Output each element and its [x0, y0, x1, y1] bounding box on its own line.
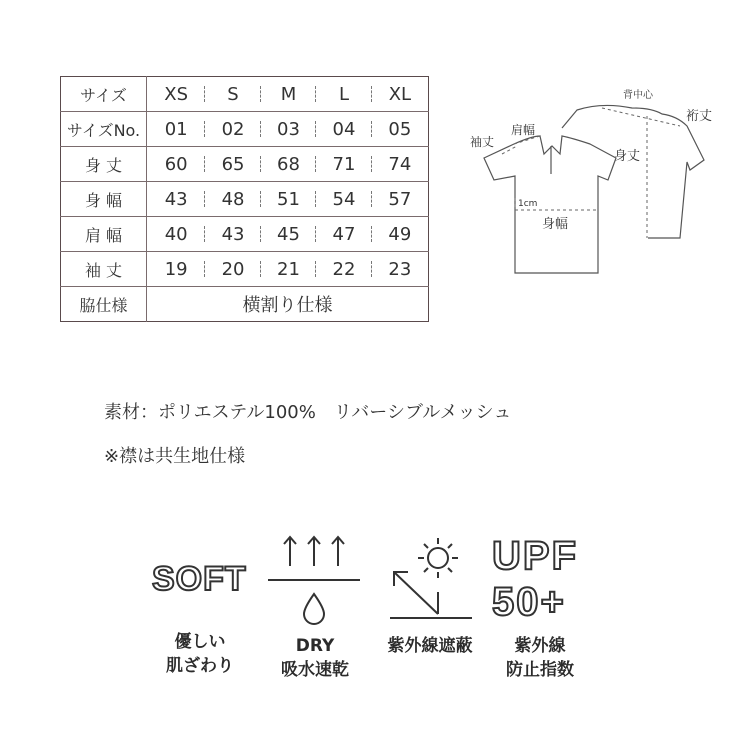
table-cell: 43: [205, 217, 260, 252]
table-row: [61, 252, 429, 287]
table-cell: 60: [147, 147, 206, 182]
table-cell: 51: [261, 182, 316, 217]
side-spec-value: 横割り仕様: [242, 295, 333, 316]
front-shirt-outline: [484, 136, 616, 273]
row-label: 袖 丈: [61, 252, 147, 287]
size-cell: XS: [147, 77, 206, 112]
size-cell: M: [261, 77, 316, 112]
feature-line1: 優しい: [174, 632, 226, 652]
table-cell: 57: [372, 182, 429, 217]
table-cell: 04: [316, 112, 371, 147]
table-cell: 49: [372, 217, 429, 252]
table-cell: 48: [205, 182, 260, 217]
soft-text-icon: SOFT: [152, 560, 247, 598]
measurement-diagram: [462, 78, 732, 288]
table-cell: 22: [316, 252, 371, 287]
table-cell: 20: [205, 252, 260, 287]
row-label: 肩 幅: [61, 217, 147, 252]
table-cell: 54: [316, 182, 371, 217]
feature-upf: [490, 634, 590, 682]
label-body-length: 身丈: [614, 149, 641, 164]
row-label: 身 丈: [61, 147, 147, 182]
table-row: [61, 112, 429, 147]
table-cell: 43: [147, 182, 206, 217]
sun-block-icon: [382, 532, 478, 628]
table-cell: 23: [372, 252, 429, 287]
size-cell: S: [205, 77, 260, 112]
table-cell: 47: [316, 217, 371, 252]
table-cell: 03: [261, 112, 316, 147]
table-cell: 45: [261, 217, 316, 252]
feature-line1: 紫外線遮蔽: [387, 636, 473, 656]
upf-value-text: 50+: [492, 580, 566, 624]
label-sleeve-length-back: 裄丈: [686, 109, 713, 124]
size-cell: XL: [372, 77, 429, 112]
feature-dry: [265, 634, 365, 682]
row-label: サイズ: [61, 77, 147, 112]
row-label: サイズNo.: [61, 112, 147, 147]
table-cell: 21: [261, 252, 316, 287]
label-offset: 1cm: [518, 199, 538, 209]
row-label: 身 幅: [61, 182, 147, 217]
size-table: [60, 76, 429, 322]
feature-soft: [150, 630, 250, 678]
feature-line1: 紫外線: [514, 636, 566, 656]
feature-uv-shield: [372, 634, 488, 658]
collar-note: ※襟は共生地仕様: [104, 446, 246, 467]
upf-icon: UPF: [492, 534, 578, 578]
table-cell: 02: [205, 112, 260, 147]
row-label: 脇仕様: [61, 287, 147, 322]
table-cell: 71: [316, 147, 371, 182]
label-back-center: 背中心: [623, 90, 653, 101]
label-body-width: 身幅: [542, 217, 569, 232]
table-row: [61, 182, 429, 217]
table-cell: 19: [147, 252, 206, 287]
table-cell: 40: [147, 217, 206, 252]
label-shoulder-width: 肩幅: [511, 123, 536, 137]
side-spec-row: [61, 287, 429, 322]
size-header-row: [61, 77, 429, 112]
material-text: 素材：ポリエステル100% リバーシブルメッシュ: [104, 402, 512, 423]
table-cell: 01: [147, 112, 206, 147]
table-cell: 74: [372, 147, 429, 182]
table-cell: 65: [205, 147, 260, 182]
table-cell: 68: [261, 147, 316, 182]
dry-drop-icon: [266, 532, 362, 628]
table-row: [61, 217, 429, 252]
table-row: [61, 147, 429, 182]
feature-line2: 防止指数: [506, 660, 574, 680]
size-cell: L: [316, 77, 371, 112]
feature-line2: 肌ざわり: [166, 656, 234, 676]
feature-line2: 吸水速乾: [281, 660, 349, 680]
table-cell: 05: [372, 112, 429, 147]
feature-line1: DRY: [295, 636, 335, 656]
label-sleeve-length: 袖丈: [470, 135, 495, 149]
